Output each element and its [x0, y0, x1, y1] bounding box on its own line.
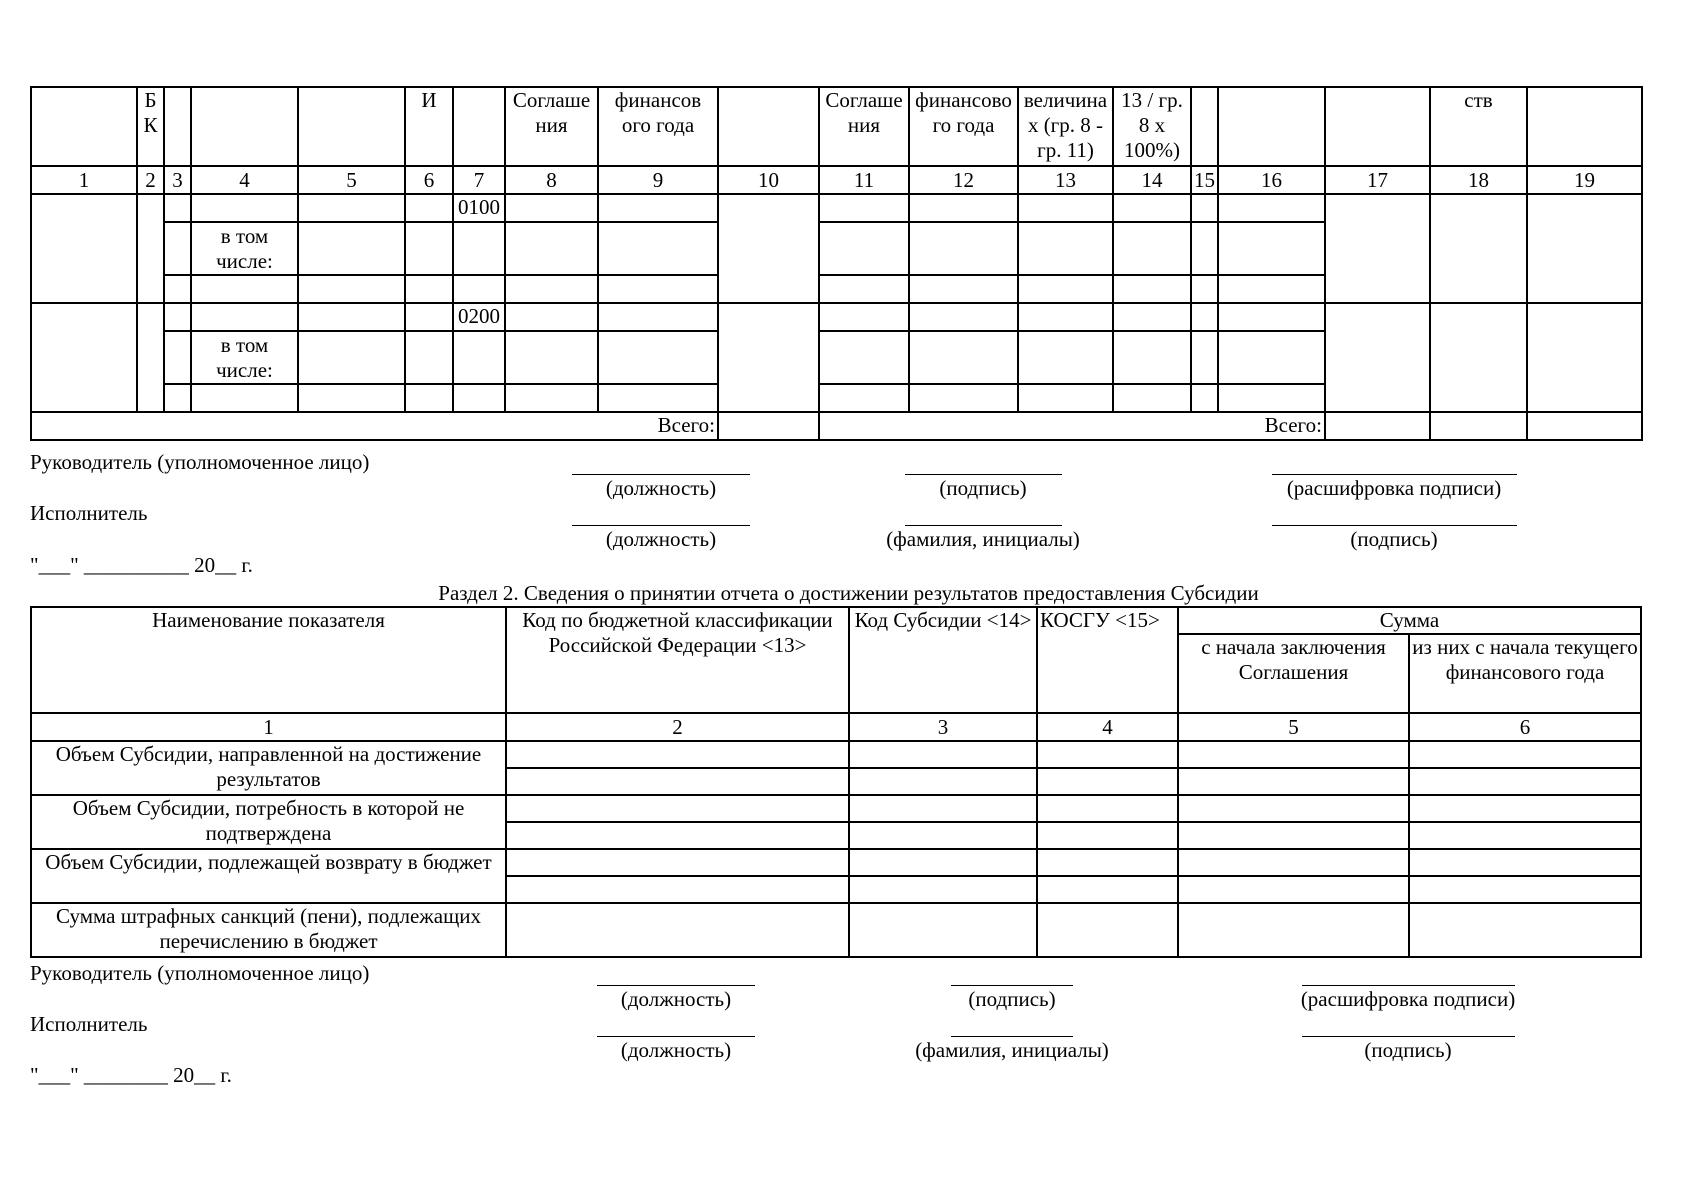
col-num: 1: [31, 166, 137, 194]
header-cell-2: Б К: [137, 87, 164, 166]
header-cell-11: Соглаше ния: [819, 87, 909, 166]
header-cell-16: [1218, 87, 1325, 166]
caption-signature: (подпись): [1350, 527, 1438, 551]
header-cell-1: [31, 87, 137, 166]
signature-line: [951, 985, 1073, 986]
col-num: 1: [31, 713, 506, 741]
total-label-right: Всего:: [819, 412, 1325, 440]
column-number-row: [31, 713, 1641, 741]
header-cell-4: [191, 87, 298, 166]
col-num: 4: [191, 166, 298, 194]
row-label: Объем Субсидии, подлежащей возврату в бюджет: [31, 849, 506, 903]
signature-line: [951, 1036, 1073, 1037]
caption-fio: (фамилия, инициалы): [915, 1038, 1109, 1062]
signature-line: [597, 985, 755, 986]
row-label: Объем Субсидии, потребность в которой не подтверждена: [31, 795, 506, 849]
code-cell: 0200: [453, 303, 505, 331]
row-label: Объем Субсидии, направленной на достижение результатов: [31, 741, 506, 795]
col-num: 2: [137, 166, 164, 194]
header-cell-18: ств: [1430, 87, 1527, 166]
header-name: Наименование показателя: [31, 607, 506, 713]
executor-label: Исполнитель: [30, 1012, 148, 1036]
row-label: Сумма штрафных санкций (пени), подлежащих перечислению в бюджет: [31, 903, 506, 957]
header-cell-8: Соглаше ния: [505, 87, 598, 166]
caption-signature: (подпись): [968, 987, 1056, 1011]
header-cell-10: [718, 87, 819, 166]
header-cell-15: [1191, 87, 1218, 166]
code-cell: 0100: [453, 194, 505, 222]
header-sum: Сумма: [1178, 607, 1641, 634]
column-number-row: [31, 166, 1642, 194]
caption-decoding: (расшифровка подписи): [1300, 987, 1516, 1011]
table-row: [31, 903, 1641, 957]
col-num: 4: [1037, 713, 1178, 741]
col-num: 2: [506, 713, 849, 741]
signature-line: [1272, 474, 1517, 475]
header-code: Код Субсидии <14>: [849, 607, 1037, 713]
caption-position: (должность): [620, 987, 732, 1011]
header-kbk: Код по бюджетной классификации Российской Федерации <13>: [506, 607, 849, 713]
col-num: 9: [598, 166, 718, 194]
head-label: Руководитель (уполномоченное лицо): [30, 450, 370, 474]
table-row: [31, 194, 1642, 222]
caption-position: (должность): [605, 476, 717, 500]
head-label: Руководитель (уполномоченное лицо): [30, 961, 370, 985]
col-num: 16: [1218, 166, 1325, 194]
table-row: [31, 849, 1641, 876]
col-num: 14: [1113, 166, 1191, 194]
col-num: 7: [453, 166, 505, 194]
col-num: 6: [1409, 713, 1641, 741]
date-field: "___" __________ 20__ г.: [30, 553, 253, 577]
col-num: 17: [1325, 166, 1430, 194]
in-that-number-label: в том числе:: [191, 331, 298, 384]
header-cell-17: [1325, 87, 1430, 166]
signature-line: [905, 525, 1062, 526]
col-num: 8: [505, 166, 598, 194]
report-table-section1: [30, 86, 1643, 441]
col-num: 18: [1430, 166, 1527, 194]
col-num: 10: [718, 166, 819, 194]
signature-line: [572, 525, 750, 526]
executor-label: Исполнитель: [30, 501, 148, 525]
caption-signature: (подпись): [939, 476, 1027, 500]
table-row: [31, 795, 1641, 822]
caption-position: (должность): [620, 1038, 732, 1062]
col-num: 5: [298, 166, 405, 194]
header-cell-13: величина х (гр. 8 - гр. 11): [1018, 87, 1113, 166]
header-cell-3: [164, 87, 191, 166]
signature-line: [905, 474, 1062, 475]
totals-row: [31, 412, 1642, 440]
section-title: Раздел 2. Сведения о принятии отчета о достижении результатов предоставления Субсидии: [438, 581, 1259, 605]
header-cell-6: И: [405, 87, 453, 166]
col-num: 15: [1191, 166, 1218, 194]
col-num: 6: [405, 166, 453, 194]
caption-signature: (подпись): [1364, 1038, 1452, 1062]
report-table-section2: [30, 606, 1642, 958]
header-cell-9: финансов ого года: [598, 87, 718, 166]
header-kosgu: КОСГУ <15>: [1037, 607, 1178, 713]
header-cell-19: [1527, 87, 1642, 166]
total-label-left: Всего:: [31, 412, 718, 440]
col-num: 3: [164, 166, 191, 194]
caption-fio: (фамилия, инициалы): [886, 527, 1080, 551]
signature-line: [1302, 985, 1515, 986]
col-num: 11: [819, 166, 909, 194]
table-row: [31, 741, 1641, 768]
col-num: 13: [1018, 166, 1113, 194]
header-cell-7: [453, 87, 505, 166]
header-cell-5: [298, 87, 405, 166]
caption-position: (должность): [605, 527, 717, 551]
signature-line: [572, 474, 750, 475]
table-row: [31, 303, 1642, 331]
header-since-year: из них с начала текущего финансового года: [1409, 634, 1641, 713]
signature-line: [597, 1036, 755, 1037]
date-field: "___" ________ 20__ г.: [30, 1063, 232, 1087]
header-cell-14: 13 / гр. 8 х 100%): [1113, 87, 1191, 166]
signature-line: [1302, 1036, 1515, 1037]
header-cell-12: финансово го года: [909, 87, 1018, 166]
header-since-agreement: с начала заключения Соглашения: [1178, 634, 1409, 713]
col-num: 3: [849, 713, 1037, 741]
col-num: 5: [1178, 713, 1409, 741]
signature-line: [1272, 525, 1517, 526]
col-num: 19: [1527, 166, 1642, 194]
col-num: 12: [909, 166, 1018, 194]
in-that-number-label: в том числе:: [191, 222, 298, 275]
caption-decoding: (расшифровка подписи): [1286, 476, 1502, 500]
